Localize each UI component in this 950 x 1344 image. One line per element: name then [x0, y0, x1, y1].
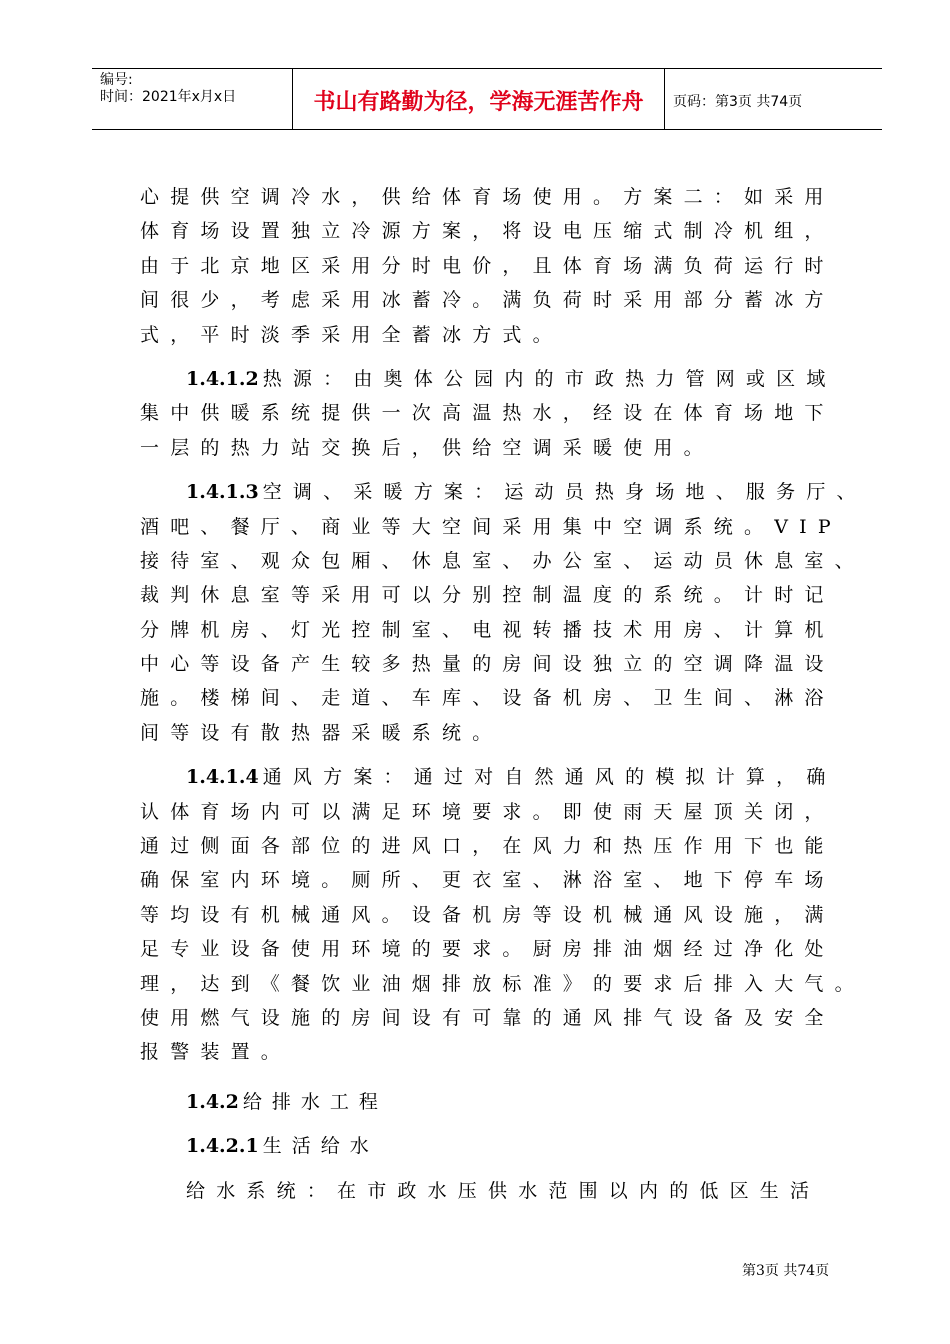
text-line: 心提供空调冷水，供给体育场使用。方案二：如采用	[140, 186, 835, 208]
text-line: 确保室内环境。厕所、更衣室、淋浴室、地下停车场	[140, 869, 835, 892]
text-line	[140, 760, 850, 794]
document-header	[92, 68, 882, 130]
motto-text: 书山有路勤为径，学海无涯苦作舟	[313, 90, 644, 115]
text-line: 通过侧面各部位的进风口，在风力和热压作用下也能	[140, 835, 835, 858]
paragraph-ventilation	[140, 760, 865, 1070]
section-number: 1.4.2.1	[186, 1134, 259, 1157]
text-line: 间很少，考虑采用冰蓄冷。满负荷时采用部分蓄冰方	[140, 289, 835, 312]
section-number: 1.4.1.2	[186, 367, 259, 390]
number-label: 编号:	[100, 72, 133, 88]
section-number: 1.4.2	[186, 1090, 239, 1113]
section-number: 1.4.1.4	[186, 766, 259, 789]
text-line: 使用燃气设施的房间设有可靠的通风排气设备及安全	[140, 1006, 835, 1029]
text-line: 等均设有机械通风。设备机房等设机械通风设施，满	[140, 903, 835, 926]
text-line: 施。楼梯间、走道、车库、设备机房、卫生间、淋浴	[140, 687, 835, 710]
text-line: 式，平时淡季采用全蓄冰方式。	[140, 323, 563, 346]
section-title: 给排水工程	[242, 1090, 388, 1113]
text-line: 酒吧、餐厅、商业等大空间采用集中空调系统。VIP	[140, 515, 842, 538]
section-heading-water	[140, 1080, 850, 1124]
text-line: 体育场设置独立冷源方案，将设电压缩式制冷机组，	[140, 220, 835, 243]
section-number: 1.4.1.3	[186, 481, 259, 504]
document-body	[140, 180, 867, 1208]
paragraph-heat-source	[140, 362, 850, 465]
paragraph-hvac-plan	[140, 475, 867, 750]
page-footer: 第3页 共74页	[742, 1263, 830, 1279]
time-label: 时间：2021年x月x日	[100, 89, 237, 105]
text-line-content: 通风方案：通过对自然通风的模拟计算，确	[262, 766, 837, 789]
text-line: 足专业设备使用环境的要求。厨房排油烟经过净化处	[140, 938, 835, 961]
text-line: 间等设有散热器采暖系统。	[140, 721, 503, 744]
header-page-cell	[665, 69, 882, 129]
paragraph-cooling	[140, 180, 850, 352]
text-line: 认体育场内可以满足环境要求。即使雨天屋顶关闭，	[140, 800, 835, 823]
text-line: 集中供暖系统提供一次高温热水，经设在体育场地下	[140, 402, 835, 425]
header-page-label: 页码：第3页 共74页	[673, 94, 803, 110]
text-line-content: 热源：由奥体公园内的市政热力管网或区域	[262, 367, 837, 390]
text-line: 接待室、观众包厢、休息室、办公室、运动员休息室、	[140, 549, 865, 572]
text-line	[140, 475, 867, 509]
section-heading-domestic-water	[140, 1124, 850, 1168]
header-meta-cell	[92, 69, 293, 129]
section-title: 生活给水	[262, 1134, 379, 1157]
text-line: 分牌机房、灯光控制室、电视转播技术用房、计算机	[140, 618, 835, 641]
text-line	[140, 362, 850, 396]
header-motto-cell	[293, 69, 665, 129]
text-line: 给水系统：在市政水压供水范围以内的低区生活	[186, 1179, 821, 1202]
text-line: 由于北京地区采用分时电价，且体育场满负荷运行时	[140, 254, 835, 277]
text-line: 一层的热力站交换后，供给空调采暖使用。	[140, 436, 714, 459]
text-line: 理，达到《餐饮业油烟排放标准》的要求后排入大气。	[140, 972, 865, 995]
text-line: 裁判休息室等采用可以分别控制温度的系统。计时记	[140, 584, 835, 607]
text-line: 中心等设备产生较多热量的房间设独立的空调降温设	[140, 653, 835, 676]
text-line-content: 空调、采暖方案：运动员热身场地、服务厅、	[262, 481, 867, 504]
text-line: 报警装置。	[140, 1041, 292, 1064]
